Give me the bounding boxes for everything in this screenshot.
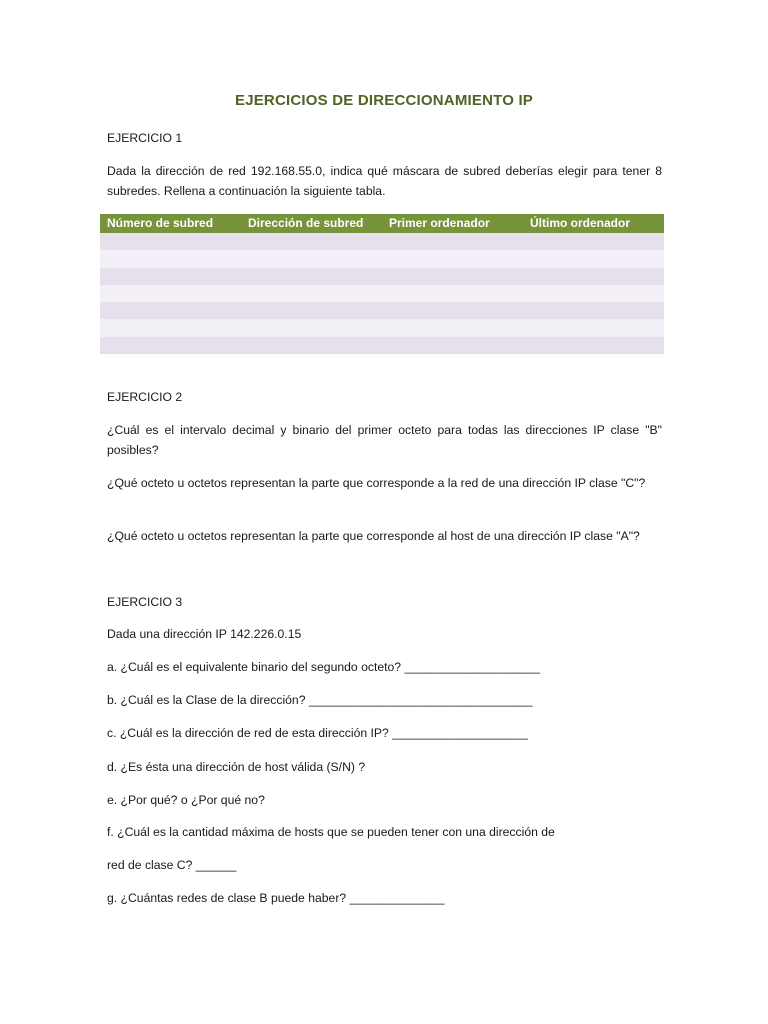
table-row [100, 250, 664, 267]
table-cell [241, 268, 382, 285]
document-title: EJERCICIOS DE DIRECCIONAMIENTO IP [234, 92, 534, 109]
table-cell [100, 302, 241, 319]
table-row [100, 285, 664, 302]
table-cell [241, 285, 382, 302]
table-cell [382, 268, 523, 285]
table-cell [100, 268, 241, 285]
table-cell [100, 337, 241, 354]
table-cell [382, 233, 523, 250]
table-cell [100, 285, 241, 302]
table-row [100, 268, 664, 285]
exercise-2-question-1: ¿Cuál es el intervalo decimal y binario del primer octeto para todas las direcciones IP clase "B" posibles? [107, 423, 662, 457]
exercise-3-heading: EJERCICIO 3 [107, 595, 183, 609]
question-d: d. ¿Es ésta una dirección de host válida (S/N) ? [107, 760, 366, 774]
table-cell [523, 285, 664, 302]
table-cell [241, 337, 382, 354]
exercise-2-question-2: ¿Qué octeto u octetos representan la parte que corresponde a la red de una dirección IP clase "C"? [107, 476, 646, 490]
table-cell [523, 319, 664, 336]
column-header-subnet-address: Dirección de subred [241, 214, 382, 233]
question-b: b. ¿Cuál es la Clase de la dirección? _________________________________ [107, 693, 533, 707]
table-cell [382, 285, 523, 302]
table-row [100, 337, 664, 354]
table-cell [382, 319, 523, 336]
table-row [100, 319, 664, 336]
table-cell [241, 302, 382, 319]
table-cell [241, 233, 382, 250]
question-c: c. ¿Cuál es la dirección de red de esta dirección IP? ____________________ [107, 726, 528, 740]
table-cell [382, 250, 523, 267]
question-a: a. ¿Cuál es el equivalente binario del segundo octeto? ____________________ [107, 660, 541, 674]
table-cell [241, 319, 382, 336]
exercise-2-heading: EJERCICIO 2 [107, 390, 183, 404]
table-cell [523, 250, 664, 267]
table-cell [382, 302, 523, 319]
exercise-3-intro: Dada una dirección IP 142.226.0.15 [107, 627, 302, 641]
subnet-table [100, 214, 664, 354]
table-cell [523, 268, 664, 285]
question-g: g. ¿Cuántas redes de clase B puede haber? ______________ [107, 891, 445, 905]
exercise-1-prompt: Dada la dirección de red 192.168.55.0, indica qué máscara de subred deberías elegir para tener 8 subredes. Rellena a continuación la siguiente tabla. [107, 164, 662, 198]
table-cell [100, 319, 241, 336]
table-cell [100, 250, 241, 267]
column-header-first-host: Primer ordenador [382, 214, 523, 233]
subnet-table-header-row [100, 214, 664, 233]
table-cell [241, 250, 382, 267]
table-cell [100, 233, 241, 250]
exercise-1-heading: EJERCICIO 1 [107, 131, 183, 145]
table-cell [523, 233, 664, 250]
table-cell [382, 337, 523, 354]
question-f-line-1: f. ¿Cuál es la cantidad máxima de hosts que se pueden tener con una dirección de [107, 825, 555, 839]
column-header-subnet-number: Número de subred [100, 214, 241, 233]
table-row [100, 233, 664, 250]
exercise-2-question-3: ¿Qué octeto u octetos representan la parte que corresponde al host de una dirección IP clase "A"? [107, 529, 640, 543]
table-row [100, 302, 664, 319]
table-cell [523, 337, 664, 354]
column-header-last-host: Último ordenador [523, 214, 664, 233]
table-cell [523, 302, 664, 319]
question-f-line-2: red de clase C? ______ [107, 858, 237, 872]
question-e: e. ¿Por qué? o ¿Por qué no? [107, 793, 265, 807]
